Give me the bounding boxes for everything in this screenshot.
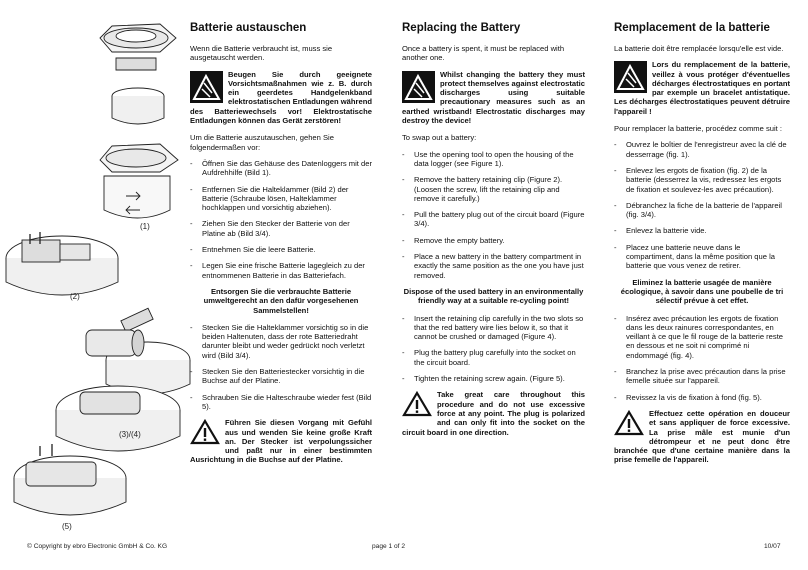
footer-date: 10/07: [764, 543, 781, 550]
caution-triangle-icon: [614, 410, 644, 436]
column-english: [402, 22, 585, 445]
list-item: - Ouvrez le boîtier de l'enregistreur avec la clé de desserrage (fig. 1).: [614, 140, 790, 159]
list-item: - Plug the battery plug carefully into the socket on the circuit board.: [402, 348, 585, 367]
list-item: - Tighten the retaining screw again. (Figure 5).: [402, 374, 585, 383]
figure-label-3-4: (3)/(4): [119, 430, 141, 439]
figure-label-5: (5): [62, 522, 72, 531]
intro-en: Once a battery is spent, it must be replaced with another one.: [402, 44, 565, 63]
section-title-fr: Remplacement de la batterie: [614, 22, 770, 34]
figure-label-2: (2): [70, 292, 80, 301]
caution-note-de: [190, 418, 372, 464]
lead-de: Um die Batterie auszutauschen, gehen Sie folgendermaßen vor:: [190, 133, 334, 152]
dispose-note-en: Dispose of the used battery in an environmentally friendly way at a suitable re-cycling point!: [403, 286, 584, 306]
battery-illustrations: [0, 0, 192, 545]
list-item: - Entfernen Sie die Halteklammer (Bild 2) der Batterie (Schraube lösen, Halteklammer hochklappen und vorsichtig abziehen).: [190, 185, 372, 213]
list-item: - Enlevez la batterie vide.: [614, 226, 790, 235]
list-item: - Insert the retaining clip carefully in the two slots so that the red battery wire lies below it, so that it cannot be crushed or damaged (Figure 4).: [402, 314, 585, 342]
esd-warning-fr: [614, 60, 790, 116]
footer-copyright: © Copyright by ebro Electronic GmbH & Co. KG: [27, 543, 168, 550]
list-item: - Pull the battery plug out of the circuit board (Figure 3/4).: [402, 210, 585, 229]
caution-note-en: [402, 390, 585, 436]
steps-list-de-1: [190, 159, 372, 280]
column-french: [614, 22, 790, 473]
list-item: - Stecken Sie den Batteriestecker vorsichtig in die Buchse auf der Platine.: [190, 367, 372, 386]
list-item: - Place a new battery in the battery compartment in exactly the same position as the one you have just removed.: [402, 252, 585, 280]
section-title-en: Replacing the Battery: [402, 22, 521, 34]
list-item: - Legen Sie eine frische Batterie lagegleich zu der entnommenen Batterie in das Batteriefach.: [190, 261, 372, 280]
caution-triangle-icon: [402, 391, 432, 417]
list-item: - Ziehen Sie den Stecker der Batterie von der Platine ab (Bild 3/4).: [190, 219, 372, 238]
figure-label-1: (1): [140, 222, 150, 231]
caution-triangle-icon: [190, 419, 220, 445]
list-item: - Stecken Sie die Halteklammer vorsichtig so in die beiden Haltenuten, dass der rote Batteriedraht darunter bleibt und weder gedrückt noch verletzt wird (Bild 3/4).: [190, 323, 372, 360]
list-item: - Insérez avec précaution les ergots de fixation dans les deux rainures correspondantes, en veillant à ce que le fil rouge de la batterie reste en dessous et ne soit ni comprimé ni endommagé (fig. 4).: [614, 314, 790, 360]
esd-warning-de: [190, 70, 372, 126]
esd-warning-text-de: Beugen Sie durch geeignete Vorsichtsmaßnahmen wie z. B. durch ein geerdetes Handgelenkband elektrostatischen Entladungen während des Batteriewechsels vor! Elektrostatische Entladungen können das Gerät zerstören!: [190, 69, 372, 126]
steps-list-fr-1: [614, 140, 790, 270]
caution-note-fr: [614, 409, 790, 465]
list-item: - Branchez la prise avec précaution dans la prise femelle située sur l'appareil.: [614, 367, 790, 386]
lead-fr: Pour remplacer la batterie, procédez comme suit :: [614, 124, 782, 134]
footer-page-number: page 1 of 2: [372, 543, 405, 550]
list-item: - Schrauben Sie die Halteschraube wieder fest (Bild 5).: [190, 393, 372, 412]
steps-list-en-1: [402, 150, 585, 280]
caution-text-fr: Effectuez cette opération en douceur et sans appliquer de force excessive. La prise mâle est munie d'un détrompeur et ne peut donc être branchée que d'une certaine manière dans la prise femelle de l'appareil.: [614, 408, 790, 465]
esd-warning-icon: [614, 61, 647, 93]
list-item: - Enlevez les ergots de fixation (fig. 2) de la batterie (desserrez la vis, redressez les ergots de fixation et soulevez-les avec précaution).: [614, 166, 790, 194]
steps-list-de-2: [190, 323, 372, 411]
list-item: - Remove the empty battery.: [402, 236, 585, 245]
esd-warning-text-fr: Lors du remplacement de la batterie, veillez à vous protéger d'éventuelles décharges électrostatiques en portant par exemple un bracelet antistatique. Les décharges électrostatiques peuvent détruire l'appareil !: [614, 60, 790, 116]
dispose-note-fr: Eliminez la batterie usagée de manière écologique, à savoir dans une poubelle de tri sélectif prévue à cet effet.: [620, 277, 784, 306]
caution-text-en: Take great care throughout this procedure and do not use excessive force at any point. The plug is polarized and can only fit into the socket on the circuit board in one direction.: [402, 390, 585, 437]
steps-list-en-2: [402, 314, 585, 384]
caution-text-de: Führen Sie diesen Vorgang mit Gefühl aus und wenden Sie keine große Kraft an. Der Stecker ist verpolungssicher und paßt nur in einer bestimmten Ausrichtung in die Buchse auf der Platine.: [190, 418, 372, 465]
list-item: - Débranchez la fiche de la batterie de l'appareil (fig. 3/4).: [614, 201, 790, 220]
list-item: - Placez une batterie neuve dans le compartiment, dans la même position que la batterie que vous venez de retirer.: [614, 243, 790, 271]
esd-warning-en: [402, 70, 585, 126]
list-item: - Entnehmen Sie die leere Batterie.: [190, 245, 372, 254]
esd-warning-text-en: Whilst changing the battery they must protect themselves against electrostatic discharges using suitable precautionary measures such as an earthed wristband! Electrostatic discharges may destroy the device!: [402, 69, 585, 126]
dispose-note-de: Entsorgen Sie die verbrauchte Batterie umweltgerecht an den dafür vorgesehenen Sammelstellen!: [203, 286, 359, 315]
esd-warning-icon: [190, 71, 223, 103]
esd-warning-icon: [402, 71, 435, 103]
steps-list-fr-2: [614, 314, 790, 402]
list-item: - Öffnen Sie das Gehäuse des Datenloggers mit der Aufdrehhilfe (Bild 1).: [190, 159, 372, 178]
intro-fr: La batterie doit être remplacée lorsqu'elle est vide.: [614, 44, 784, 53]
list-item: - Remove the battery retaining clip (Figure 2). (Loosen the screw, lift the retaining clip and remove it carefully.): [402, 175, 585, 203]
lead-en: To swap out a battery:: [402, 133, 477, 143]
column-german: [190, 22, 372, 473]
list-item: - Revissez la vis de fixation à fond (fig. 5).: [614, 393, 790, 402]
intro-de: Wenn die Batterie verbraucht ist, muss sie ausgetauscht werden.: [190, 44, 333, 63]
list-item: - Use the opening tool to open the housing of the data logger (see Figure 1).: [402, 150, 585, 169]
section-title-de: Batterie austauschen: [190, 22, 307, 34]
